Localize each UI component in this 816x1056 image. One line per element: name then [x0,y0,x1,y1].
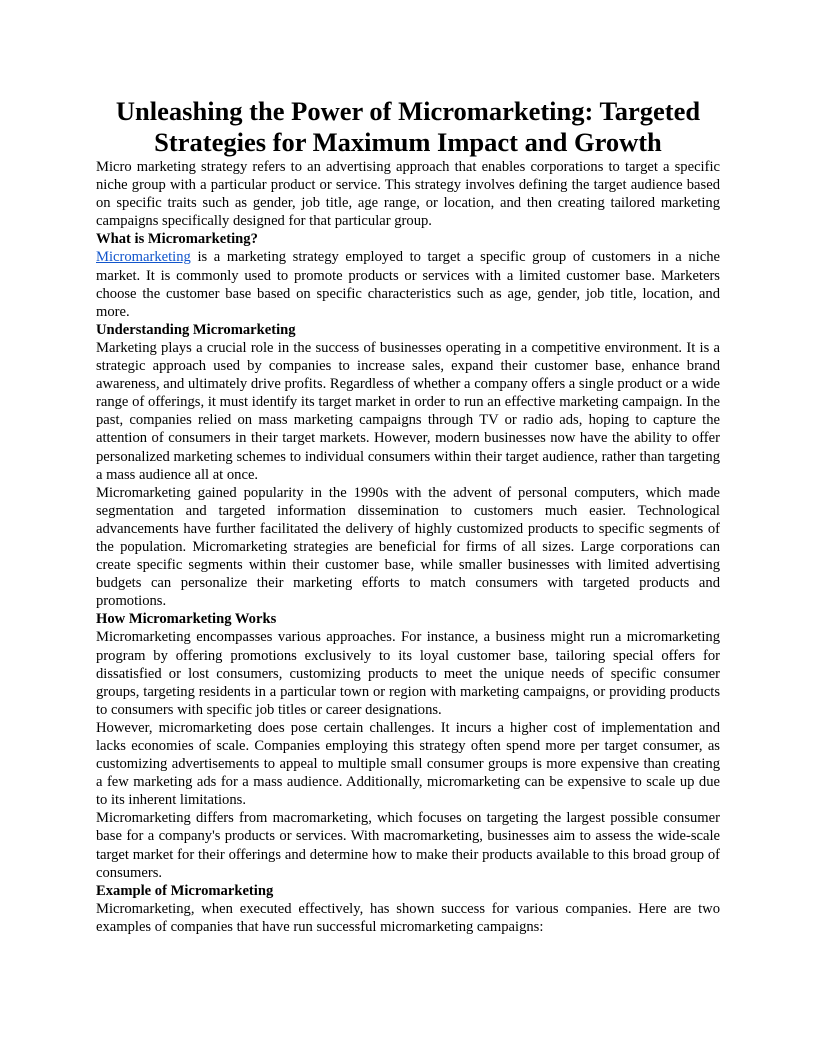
document-title: Unleashing the Power of Micromarketing: Targeted Strategies for Maximum Impact and Growth [115,96,701,157]
understanding-paragraph-2: Micromarketing gained popularity in the 1990s with the advent of personal computers, which made segmentation and targeted information dissemination to customers much easier. Technological advancements have further facilitated the delivery of highly customized products to specific segments of the population. Micromarketing strategies are beneficial for firms of all sizes. Large corporations can create specific segments within their customer base, while smaller businesses with limited advertising budgets can personalize their marketing efforts to match consumers with targeted products and promotions. [96,484,720,610]
what-paragraph-text: is a marketing strategy employed to target a specific group of customers in a niche market. It is commonly used to promote products or services with a limited customer base. Marketers choose the customer base based on specific characteristics such as age, gender, job title, location, and more. [96,249,720,320]
example-paragraph-1: Micromarketing, when executed effectively, has shown success for various companies. Here are two examples of companies that have run successful micromarketing campaigns: [96,900,720,935]
section-heading-example: Example of Micromarketing [96,882,274,899]
how-paragraph-2: However, micromarketing does pose certain challenges. It incurs a higher cost of implementation and lacks economies of scale. Companies employing this strategy often spend more per target consumer, as customizing advertisements to appeal to multiple small consumer groups is more expensive than creating a few marketing ads for a mass audience. Additionally, micromarketing can be expensive to scale up due to its inherent limitations. [96,719,720,809]
document-page [96,96,720,936]
how-paragraph-3: Micromarketing differs from macromarketing, which focuses on targeting the largest possible consumer base for a company's products or services. With macromarketing, businesses aim to assess the wide-scale target market for their offerings and determine how to make their products available to this broad group of consumers. [96,810,720,881]
intro-paragraph: Micro marketing strategy refers to an advertising approach that enables corporations to target a specific niche group with a particular product or service. This strategy involves defining the target audience based on specific traits such as gender, job title, age range, or location, and then creating tailored marketing campaigns specifically designed for that particular group. [96,159,720,230]
section-heading-understanding: Understanding Micromarketing [96,321,296,338]
understanding-paragraph-1: Marketing plays a crucial role in the success of businesses operating in a competitive environment. It is a strategic approach used by companies to increase sales, expand their customer base, enhance brand awareness, and ultimately drive profits. Regardless of whether a company offers a single product or a wide range of offerings, it must identify its target market in order to run an effective marketing campaign. In the past, companies relied on mass marketing campaigns through TV or radio ads, hoping to capture the attention of consumers in their target markets. However, modern businesses now have the ability to offer personalized marketing schemes to individual consumers within their target audience, rather than targeting a mass audience all at once. [96,339,720,483]
section-heading-how: How Micromarketing Works [96,611,277,628]
micromarketing-link[interactable]: Micromarketing [96,249,191,266]
section-heading-what: What is Micromarketing? [96,231,258,248]
what-paragraph [96,248,720,320]
how-paragraph-1: Micromarketing encompasses various approaches. For instance, a business might run a micromarketing program by offering promotions exclusively to its loyal customer base, tailoring special offers for dissatisfied or lost consumers, customizing products to meet the unique needs of specific consumer groups, targeting residents in a particular town or region with marketing campaigns, or providing products to consumers with specific job titles or career designations. [96,629,720,718]
